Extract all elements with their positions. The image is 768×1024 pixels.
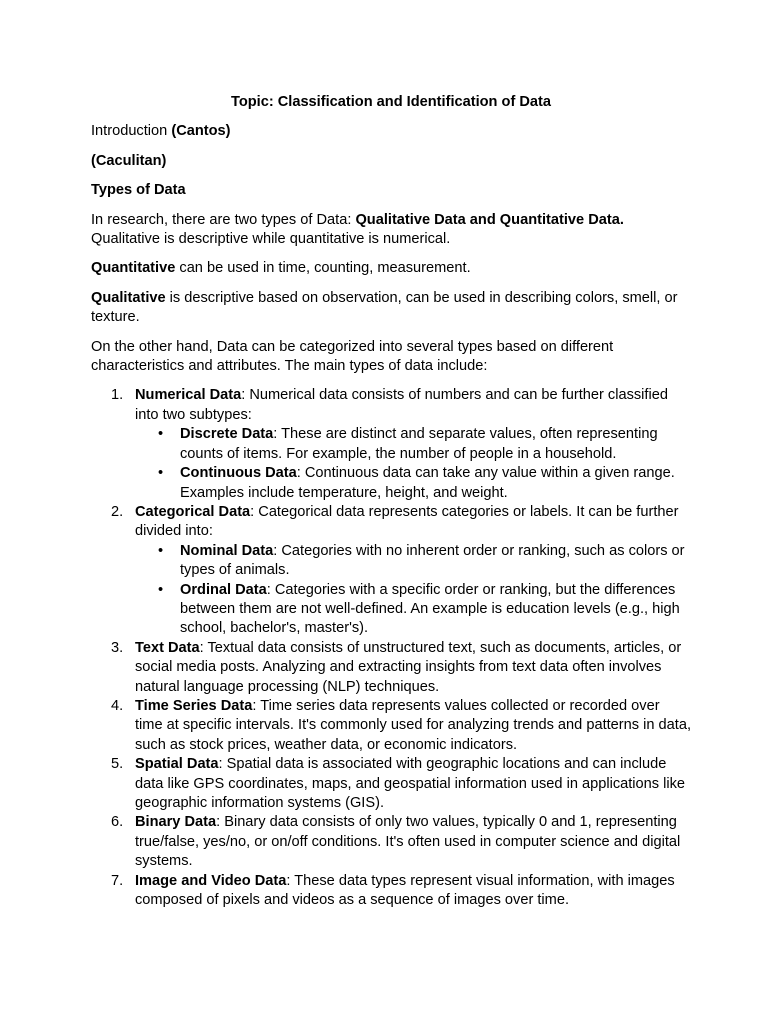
qualitative-term: Qualitative (91, 289, 166, 306)
research-paragraph (91, 211, 691, 250)
caculitan-author: (Caculitan) (91, 152, 167, 169)
research-text: In research, there are two types of Data: (91, 211, 356, 228)
research-bold: Qualitative Data and Quantitative Data. (355, 211, 624, 228)
list-desc: : Spatial data is associated with geographic locations and can include data like GPS coordinates, maps, and geospatial information used in applications like geographic information systems (GIS). (135, 756, 686, 811)
qualitative-text: is descriptive based on observation, can be used in describing colors, smell, or texture. (91, 289, 678, 326)
list-item (91, 639, 691, 697)
list-number: 6. (111, 814, 124, 831)
types-heading-line (91, 181, 691, 200)
list-term: Categorical Data (135, 503, 251, 520)
list-term: Numerical Data (135, 387, 242, 404)
list-term: Image and Video Data (135, 872, 287, 889)
page-title: Topic: Classification and Identification of Data (230, 94, 551, 110)
list-desc: : Numerical data consists of numbers and can be further classified into two subtypes: (135, 387, 668, 423)
sublist-item (135, 581, 691, 639)
list-item (91, 755, 691, 813)
quantitative-paragraph (91, 259, 691, 278)
list-term: Spatial Data (135, 756, 219, 773)
list-number: 3. (111, 639, 124, 656)
sublist (135, 542, 691, 639)
bullet-icon: • (158, 426, 164, 443)
bullet-icon: • (158, 542, 164, 559)
list-item (91, 697, 691, 755)
intro-author: (Cantos) (171, 123, 231, 140)
list-desc: : These data types represent visual information, with images composed of pixels and videos as a sequence of images over time. (135, 872, 675, 909)
list-number: 5. (111, 756, 124, 773)
sublist-desc: : Categories with a specific order or ranking, but the differences between them are not well-defined. An example is education levels (e.g., high school, bachelor's, master's). (180, 581, 680, 637)
sublist-desc: : Continuous data can take any value within a given range. Examples include temperature, height, and weight. (180, 465, 675, 501)
list-term: Text Data (135, 639, 200, 656)
sublist-term: Continuous Data (180, 465, 297, 482)
bullet-icon: • (158, 465, 164, 482)
sublist-desc: : Categories with no inherent order or ranking, such as colors or types of animals. (180, 542, 685, 579)
list-number: 2. (111, 503, 124, 520)
sublist-term: Nominal Data (180, 542, 274, 559)
list-number: 7. (111, 872, 124, 889)
intro-line (91, 122, 691, 141)
list-item (91, 386, 691, 502)
list-term: Binary Data (135, 814, 217, 831)
sublist-desc: : These are distinct and separate values, often representing counts of items. For example, the number of people in a household. (180, 426, 658, 462)
list-item (91, 872, 691, 911)
sublist-term: Discrete Data (180, 426, 274, 443)
bullet-icon: • (158, 581, 164, 598)
intro-label: Introduction (91, 123, 172, 140)
quantitative-text: can be used in time, counting, measurement. (175, 260, 471, 277)
list-desc: : Binary data consists of only two values, typically 0 and 1, representing true/false, yes/no, or on/off conditions. It's often used in computer science and digital systems. (135, 814, 681, 870)
list-term: Time Series Data (135, 697, 253, 714)
document-page (91, 93, 691, 910)
data-types-list (91, 386, 691, 910)
list-desc: : Textual data consists of unstructured text, such as documents, articles, or social media posts. Analyzing and extracting insights from text data often involves natural language processing (NLP) techniques. (135, 639, 682, 695)
list-number: 4. (111, 697, 124, 714)
list-desc: : Categorical data represents categories or labels. It can be further divided into: (135, 503, 679, 540)
categories-paragraph: On the other hand, Data can be categorized into several types based on different characteristics and attributes. The main types of data include: (91, 338, 614, 375)
sublist-term: Ordinal Data (180, 581, 267, 598)
list-item (91, 813, 691, 871)
research-rest: Qualitative is descriptive while quantitative is numerical. (91, 231, 451, 248)
list-number: 1. (111, 387, 124, 404)
sublist-item (135, 542, 691, 581)
quantitative-term: Quantitative (91, 260, 176, 277)
sublist (135, 425, 691, 503)
types-heading: Types of Data (91, 182, 186, 199)
list-item (91, 503, 691, 639)
sublist-item (135, 425, 691, 464)
list-desc: : Time series data represents values collected or recorded over time at specific intervals. It's commonly used for analyzing trends and patterns in data, such as stock prices, weather data, or economic indicators. (135, 697, 691, 753)
sublist-item (135, 464, 691, 503)
qualitative-paragraph (91, 289, 691, 328)
caculitan-line (91, 152, 691, 171)
